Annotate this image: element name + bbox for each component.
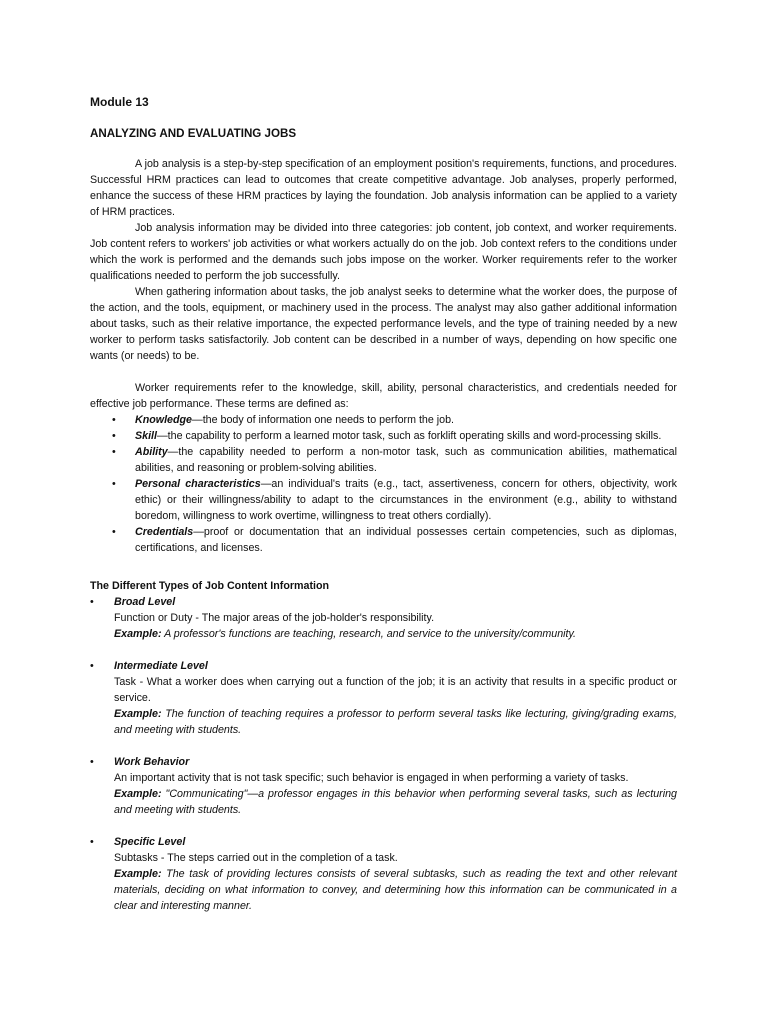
document-page: [90, 94, 677, 930]
level-name: Broad Level: [114, 596, 176, 608]
example-label: Example:: [114, 628, 162, 640]
example-label: Example:: [114, 708, 162, 720]
level-description: Task - What a worker does when carrying out a function of the job; it is an activity that results in a specific product or service.: [114, 676, 677, 704]
level-name: Specific Level: [114, 836, 186, 848]
document-title: ANALYZING AND EVALUATING JOBS: [90, 127, 297, 140]
term-item-personal-characteristics: [90, 476, 677, 524]
level-name: Intermediate Level: [114, 660, 208, 672]
bullet-icon: •: [112, 414, 116, 426]
bullet-icon: •: [90, 756, 94, 768]
level-item-work-behavior: [90, 754, 677, 818]
level-item-specific: [90, 834, 677, 914]
example-label: Example:: [114, 788, 162, 800]
level-item-intermediate: [90, 658, 677, 738]
term-item-skill: [90, 428, 677, 444]
example-text: A professor's functions are teaching, research, and service to the university/community.: [161, 628, 577, 640]
levels-list: [90, 594, 677, 914]
level-example: [114, 786, 677, 818]
term-definition: —the body of information one needs to perform the job.: [192, 414, 455, 426]
example-text: The function of teaching requires a professor to perform several tasks like lecturing, giving/grading exams, and meeting with students.: [114, 708, 677, 736]
level-description: Subtasks - The steps carried out in the completion of a task.: [114, 852, 398, 864]
level-example: [114, 866, 677, 914]
term-definition: —proof or documentation that an individual possesses certain competencies, such as diplomas, certifications, and licenses.: [135, 526, 677, 554]
term-name: Skill: [135, 430, 157, 442]
level-name: Work Behavior: [114, 756, 190, 768]
term-definition: —an individual's traits (e.g., tact, assertiveness, concern for others, objectivity, work ethic) or their willingness/ability to adapt to the circumstances in the environment (e.g., ability to withstand boredom, willingness to work overtime, willingness to treat others cordially).: [135, 478, 677, 522]
term-item-ability: [90, 444, 677, 476]
level-example: [114, 626, 677, 642]
term-name: Credentials: [135, 526, 194, 538]
level-example: [114, 706, 677, 738]
paragraph-job-analysis: A job analysis is a step-by-step specification of an employment position's requirements, functions, and procedures. Successful HRM practices can lead to outcomes that create competitive advantage. Job analyses, properly performed, enhance the success of these HRM practices by laying the foundation. Job analysis information can be applied to a variety of HRM practices.: [90, 158, 677, 218]
paragraph-gathering-info: When gathering information about tasks, the job analyst seeks to determine what the worker does, the purpose of the action, and the tools, equipment, or machinery used in the process. The analyst may also gather additional information about tasks, such as their relative importance, the expected performance levels, and the type of training needed by a new worker to perform tasks satisfactorily. Job content can be described in a number of ways, depending on how specific one wants (or needs) to be.: [90, 286, 677, 362]
bullet-icon: •: [112, 446, 116, 458]
bullet-icon: •: [90, 596, 94, 608]
bullet-icon: •: [112, 430, 116, 442]
example-label: Example:: [114, 868, 162, 880]
bullet-icon: •: [90, 660, 94, 672]
module-number: Module 13: [90, 95, 149, 109]
section-heading: The Different Types of Job Content Information: [90, 580, 330, 592]
example-text: "Communicating"—a professor engages in this behavior when performing several tasks, such as lecturing and meeting with students.: [114, 788, 677, 816]
bullet-icon: •: [112, 478, 116, 490]
level-description: An important activity that is not task specific; such behavior is engaged in when performing a variety of tasks.: [114, 772, 629, 784]
term-definition: —the capability needed to perform a non-motor task, such as communication abilities, mathematical abilities, and reasoning or problem-solving abilities.: [135, 446, 677, 474]
term-name: Ability: [135, 446, 168, 458]
bullet-icon: •: [112, 526, 116, 538]
paragraph-categories: Job analysis information may be divided into three categories: job content, job context, and worker requirements. Job content refers to workers' job activities or what workers actually do on the job. Job context refers to the conditions under which the work is performed and the demands such jobs impose on the worker. Worker requirements refer to the worker qualifications needed to perform the job successfully.: [90, 222, 677, 282]
term-name: Knowledge: [135, 414, 193, 426]
term-name: Personal characteristics: [135, 478, 261, 490]
example-text: The task of providing lectures consists of several subtasks, such as reading the text and other relevant materials, deciding on what information to convey, and determining how this information can be communicated in a clear and interesting manner.: [114, 868, 677, 912]
term-item-knowledge: [90, 412, 677, 428]
level-item-broad: [90, 594, 677, 642]
level-description: Function or Duty - The major areas of the job-holder's responsibility.: [114, 612, 435, 624]
bullet-icon: •: [90, 836, 94, 848]
terms-list: [90, 412, 677, 556]
term-item-credentials: [90, 524, 677, 556]
term-definition: —the capability to perform a learned motor task, such as forklift operating skills and word-processing skills.: [156, 430, 662, 442]
paragraph-worker-requirements: Worker requirements refer to the knowledge, skill, ability, personal characteristics, and credentials needed for effective job performance. These terms are defined as:: [90, 382, 677, 410]
